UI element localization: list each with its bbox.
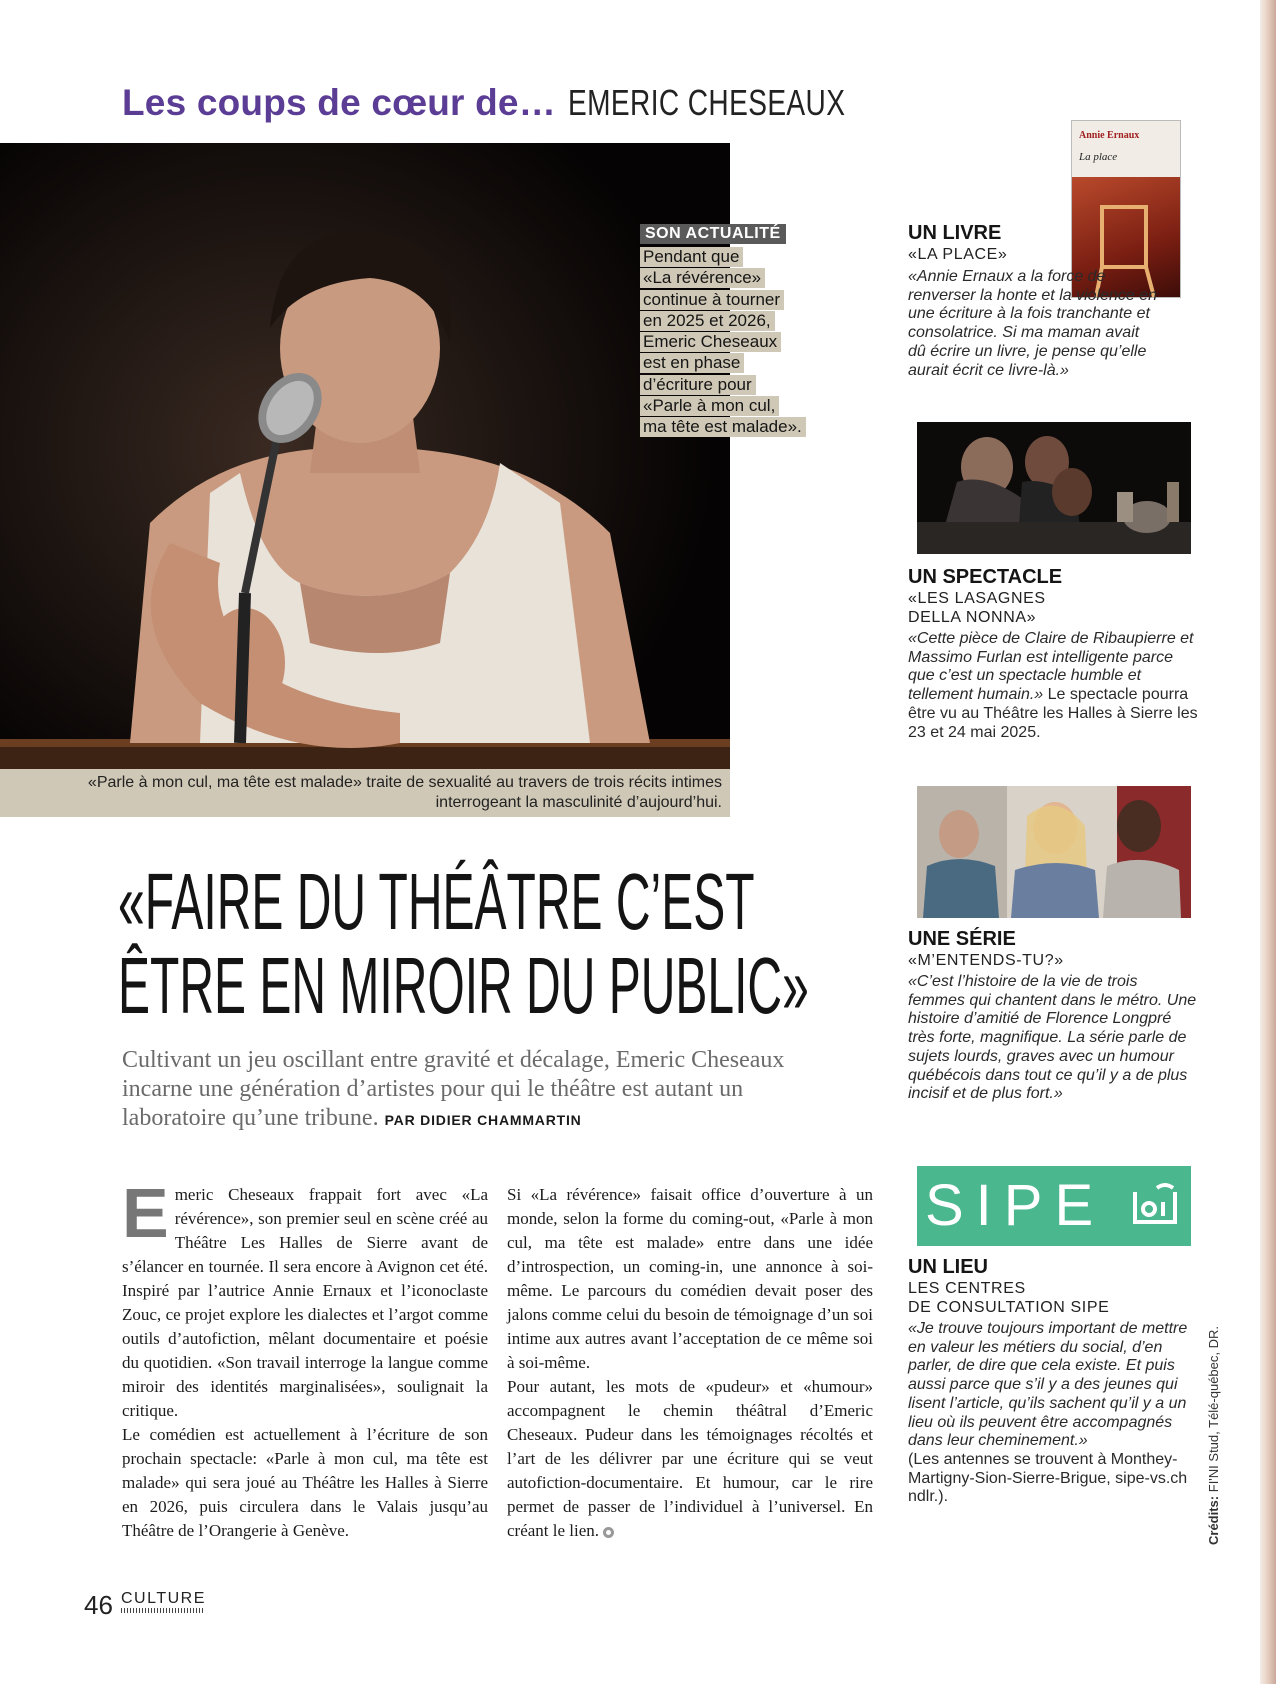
- lieu-title-2: DE CONSULTATION SIPE: [908, 1299, 1110, 1316]
- credits-label: Crédits:: [1206, 1495, 1221, 1545]
- spectacle-title-2: DELLA NONNA»: [908, 609, 1037, 626]
- headline: [118, 857, 878, 1030]
- lieu-title-1: LES CENTRES: [908, 1280, 1026, 1297]
- sidebar-serie: [908, 928, 1198, 1104]
- lieu-note: (Les antennes se trouvent à Monthey-Martigny-Sion-Sierre-Brigue, sipe-vs.ch ndlr.).: [908, 1450, 1188, 1506]
- page-spine-edge: [1260, 0, 1276, 1684]
- performer-illustration: [0, 143, 730, 817]
- lieu-text: [908, 1320, 1198, 1507]
- spectacle-heading: UN SPECTACLE: [908, 566, 1063, 588]
- photo-caption: «Parle à mon cul, ma tête est malade» traite de sexualité au travers de trois récits intimes interrogeant la masculinité d’aujourd’hui.: [0, 769, 730, 817]
- spectacle-quote: «Cette pièce de Claire de Ribaupierre et Massimo Furlan est intelligente parce que c’est un spectacle humble et tellement humain.»: [908, 630, 1194, 704]
- book-cover-title: La place: [1079, 151, 1118, 163]
- credits-text: FI'NI Stud, Télé-québec, DR.: [1206, 1325, 1221, 1493]
- body-paragraph-end: [507, 1375, 873, 1543]
- actualite-line: «Parle à mon cul,: [640, 396, 779, 416]
- body-paragraph: Le comédien est actuellement à l’écriture de son prochain spectacle: «Parle à mon cul, ma tête est malade» qui sera joué au Théâtre les Halles à Sierre en 2026, puis circulera dans le Valais jusqu’au Théâtre de l’Orangerie à Genève.: [122, 1425, 488, 1540]
- byline: PAR DIDIER CHAMMARTIN: [384, 1112, 582, 1128]
- spectacle-info: Le spectacle pourra être vu au Théâtre les Halles à Sierre les 23 et 24 mai 2025.: [908, 686, 1198, 741]
- sidebar-lieu: [908, 1256, 1198, 1507]
- serie-illustration: [917, 786, 1191, 918]
- livre-heading: UN LIVRE: [908, 222, 1002, 244]
- sidebar-livre: [908, 222, 1158, 264]
- page-number: 46: [84, 1590, 113, 1620]
- actualite-line: est en phase: [640, 353, 744, 373]
- lede-text: Cultivant un jeu oscillant entre gravité et décalage, Emeric Cheseaux incarne une génération d’artistes pour qui le théâtre est autant un laboratoire qu’une tribune.: [122, 1047, 785, 1131]
- serie-quote: «C’est l’histoire de la vie de trois femmes qui chantent dans le métro. Une histoire d’amitié de Florence Longpré très forte, magnifique. La série parle de sujets lourds, graves avec un humour québécois dans tout ce qu’il y a de plus incisif et de plus fort.»: [908, 973, 1197, 1103]
- section-label: CULTURE: [121, 1590, 206, 1607]
- drop-cap: E: [122, 1174, 169, 1252]
- kicker: [122, 82, 924, 132]
- body-paragraph: meric Cheseaux frappait fort avec «La révérence», son premier seul en scène créé au Théâtre Les Halles de Sierre avant de s’élancer en tournée. Il sera encore à Avignon cet été. Inspiré par l’autrice Annie Ernaux et l’iconoclaste Zouc, ce projet explore les dialectes et l’argot comme outils d’autofiction, mêlant documentaire et poésie du quotidien. «Son travail interroge la langue comme miroir des identités marginalisées», soulignait la critique.: [122, 1185, 488, 1420]
- actualite-box: [640, 224, 840, 438]
- serie-title: «M’ENTENDS-TU?»: [908, 952, 1064, 969]
- actualite-line: Emeric Cheseaux: [640, 332, 781, 352]
- serie-heading: UNE SÉRIE: [908, 928, 1016, 950]
- spectacle-illustration: [917, 422, 1191, 554]
- actualite-line: d’écriture pour: [640, 375, 756, 395]
- actualite-line: ma tête est malade».: [640, 417, 806, 437]
- body-paragraph: Si «La révérence» faisait office d’ouverture à un monde, selon la forme du coming-out, «Parle à mon cul, ma tête est malade» entre dans une idée d’introspection, un coming-in, une annonce à soi-même. Le parcours du comédien devait poser des jalons comme celui du besoin de témoignage d’un soi intime aux autres avant l’acceptation de ce même soi à soi-même.: [507, 1185, 873, 1372]
- sipe-logo-text: SIPE: [925, 1173, 1106, 1238]
- kicker-lead: Les coups de cœur de…: [122, 82, 556, 123]
- actualite-heading: SON ACTUALITÉ: [640, 224, 786, 244]
- sipe-symbol-icon: [1131, 1182, 1179, 1230]
- lieu-heading: UN LIEU: [908, 1256, 988, 1278]
- livre-quote-text: «Annie Ernaux a la force de renverser la honte et la violence en une écriture à la fois tranchante et consolatrice. Si ma maman avait dû écrire un livre, je pense qu’elle aurait écrit ce livre-là.»: [908, 268, 1158, 379]
- lieu-quote: «Je trouve toujours important de mettre en valeur les métiers du social, d’en parler, de dire que cela existe. Et puis aussi parce que s’il y a des jeunes qui lisent l’article, qu’ils sachent qu’il y a un lieu où ils peuvent être accompagnés dans leur cheminement.»: [908, 1320, 1188, 1450]
- livre-quote: [908, 268, 1158, 380]
- serie-text: [908, 973, 1198, 1104]
- actualite-line: continue à tourner: [640, 290, 784, 310]
- sidebar-livre-quote-box: [908, 268, 1158, 380]
- body-column-1: [122, 1174, 488, 1543]
- body-paragraph: Pour autant, les mots de «pudeur» et «humour» accompagnent le chemin théâtral d’Emeric Cheseaux. Pudeur dans les témoignages récoltés et l’art de les délivrer par une écriture qui se veut autofiction-documentaire. Et humour, car le rire permet de passer de l’individuel à l’universel. En créant le lien.: [507, 1377, 873, 1540]
- kicker-name: EMERIC CHESEAUX: [568, 82, 846, 123]
- spectacle-photo: [917, 422, 1191, 554]
- serie-photo: [917, 786, 1191, 918]
- spectacle-text: [908, 630, 1198, 742]
- actualite-line: Pendant que: [640, 247, 743, 267]
- section-rule: [121, 1608, 203, 1613]
- headline-line-1: «FAIRE DU THÉÂTRE C’EST: [118, 857, 755, 946]
- end-mark-icon: [603, 1527, 614, 1538]
- sidebar-spectacle: [908, 566, 1198, 742]
- book-cover-author: Annie Ernaux: [1079, 130, 1140, 141]
- body-column-2: [507, 1183, 873, 1543]
- sipe-logo: [917, 1166, 1191, 1246]
- livre-title: «LA PLACE»: [908, 246, 1008, 263]
- headline-line-2: ÊTRE EN MIROIR DU PUBLIC»: [118, 941, 809, 1030]
- actualite-line: en 2025 et 2026,: [640, 311, 775, 331]
- lede: [122, 1046, 842, 1135]
- actualite-body: [640, 246, 840, 438]
- photo-credits: [1206, 1326, 1221, 1545]
- actualite-line: «La révérence»: [640, 268, 765, 288]
- spectacle-title-1: «LES LASAGNES: [908, 590, 1046, 607]
- main-photo: [0, 143, 730, 817]
